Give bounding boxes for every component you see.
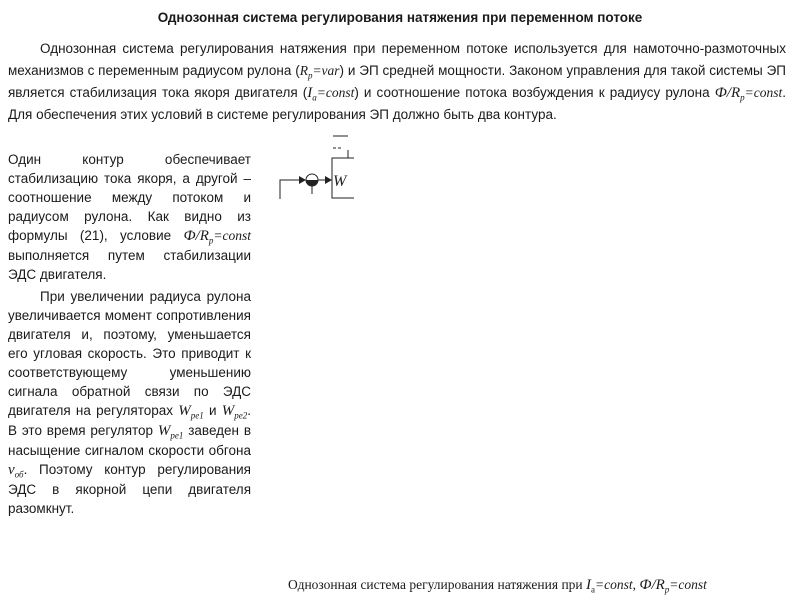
block-diagram-svg [270,132,354,202]
radius-symbol: R [299,63,308,78]
intro-paragraph: Однозонная система регулирования натяжения при переменном потоке используется для намоточно-размоточных механизмов с переменным радиусом рулона $(R_р=var)$ и ЭП средней мощности. Законом управления для такой системы ЭП является стабилизация тока якоря двигателя $(I_а=const)$ и соотношение потока возбуждения к радиусу рулона $Ф/R_р=const$. Для обеспечения этих условий в системе регулирования ЭП должно быть два контура. [8,41,786,122]
feedback-wire [280,180,299,199]
current-symbol: I [307,85,313,101]
figure-caption: Однозонная система регулирования натяжения при $I_a=const$, $Ф/R_р=const$ [288,577,707,595]
paragraph-1: Один контур обеспечивает стабилизацию тока якоря, а другой – соотношение между потоком и радиусом рулона. Как видно из формулы (21), условие $Ф/R_р=const$ выполняется путем стабилизации ЭДС двигателя. [8,152,251,282]
arrow-into-block [325,176,332,184]
summing-junction-fill [306,180,318,186]
arrow-into-summer [299,176,306,184]
page-title: Однозонная система регулирования натяжения при переменном потоке [157,10,643,25]
flux-ratio-symbol: Ф/R [714,85,741,101]
regulator-block-label: W [333,173,347,190]
left-column [8,150,251,518]
block-diagram-fragment [270,132,354,202]
paragraph-2: При увеличении радиуса рулона увеличивается момент сопротивления двигателя и, поэтому, уменьшается его угловая скорость. Это приводит к соответствующему уменьшению сигнала обратной связи по ЭДС двигателя на регуляторах $W_{pe1}$ и $W_{pe2}$. В это время регулятор $W_{pe1}$ заведен в насыщение сигналом скорости обгона $v_{об}$. Поэтому контур регулирования ЭДС в якорной цепи двигателя разомкнут. [8,289,252,516]
